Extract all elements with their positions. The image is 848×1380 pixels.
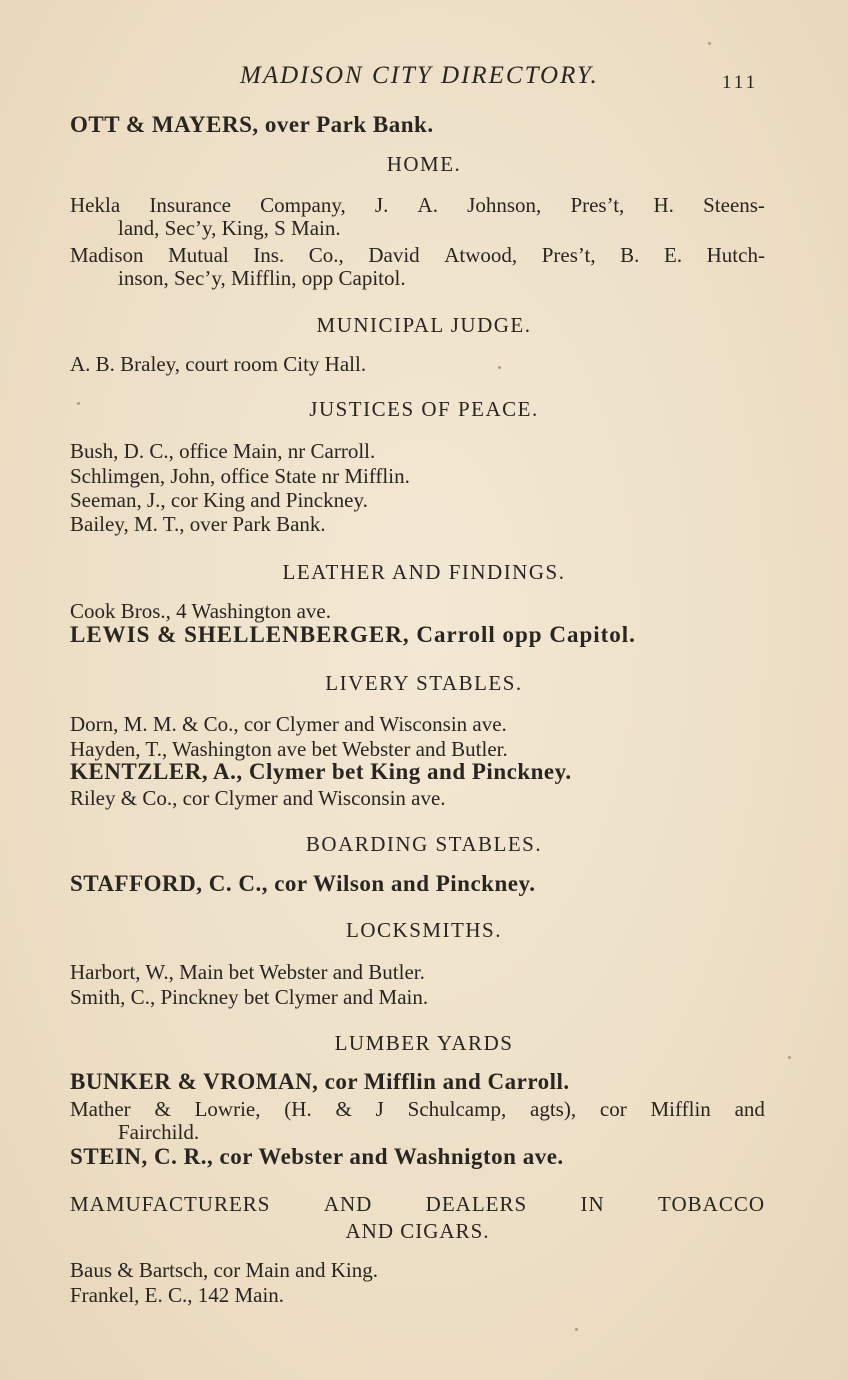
listing-line: LEWIS & SHELLENBERGER, Carroll opp Capitol. <box>70 622 636 647</box>
section-heading-boarding: BOARDING STABLES. <box>305 832 543 856</box>
listing-line: Baus & Bartsch, cor Main and King. <box>70 1258 378 1282</box>
listing-line: Bailey, M. T., over Park Bank. <box>70 512 326 536</box>
word: & <box>154 1097 171 1121</box>
section-heading-livery: LIVERY STABLES. <box>325 671 523 695</box>
word: Pres’t, <box>541 243 596 267</box>
word: cor <box>599 1097 627 1121</box>
section-heading-lumber: LUMBER YARDS <box>334 1031 514 1055</box>
listing-line: Harbort, W., Main bet Webster and Butler. <box>70 960 425 984</box>
word: Hutch- <box>706 243 765 267</box>
listing-line: Schlimgen, John, office State nr Mifflin. <box>70 464 410 488</box>
word: A. <box>417 193 438 217</box>
word: Pres’t, <box>570 193 625 217</box>
listing-line <box>70 1097 765 1121</box>
paper-speck <box>77 402 80 405</box>
word: H. <box>653 193 674 217</box>
listing-line: Cook Bros., 4 Washington ave. <box>70 599 331 623</box>
listing-line <box>70 193 765 217</box>
word: Mutual <box>168 243 229 267</box>
word: (H. <box>284 1097 312 1121</box>
word: Johnson, <box>467 193 542 217</box>
section-heading-municipal-judge: MUNICIPAL JUDGE. <box>316 313 532 337</box>
word: Ins. <box>253 243 285 267</box>
section-heading-home: HOME. <box>386 152 462 176</box>
listing-line: STAFFORD, C. C., cor Wilson and Pinckney. <box>70 871 536 896</box>
word: Mather <box>70 1097 131 1121</box>
listing-line: Fairchild. <box>118 1120 200 1144</box>
top-advertisement: OTT & MAYERS, over Park Bank. <box>70 112 434 137</box>
listing-line: land, Sec’y, King, S Main. <box>118 216 341 240</box>
word: DEALERS <box>425 1192 528 1216</box>
listing-line: Frankel, E. C., 142 Main. <box>70 1283 285 1307</box>
word: Lowrie, <box>194 1097 261 1121</box>
paper-speck <box>498 366 501 369</box>
word: IN <box>580 1192 605 1216</box>
section-heading-locksmiths: LOCKSMITHS. <box>346 918 502 942</box>
word: Madison <box>70 243 144 267</box>
listing-line: inson, Sec’y, Mifflin, opp Capitol. <box>118 266 406 290</box>
word: David <box>368 243 420 267</box>
word: B. <box>620 243 640 267</box>
listing-line <box>70 243 765 267</box>
word: agts), <box>530 1097 577 1121</box>
word: TOBACCO <box>658 1192 765 1216</box>
word: Steens- <box>703 193 765 217</box>
listing-line: STEIN, C. R., cor Webster and Washnigton ave. <box>70 1144 564 1169</box>
word: AND <box>323 1192 373 1216</box>
paper-speck <box>788 1056 791 1059</box>
tobacco-heading-line-1 <box>70 1192 765 1217</box>
word: Hekla <box>70 193 121 217</box>
word: Insurance <box>149 193 231 217</box>
word: E. <box>664 243 683 267</box>
listing-line: Riley & Co., cor Clymer and Wisconsin ave. <box>70 786 446 810</box>
word: MAMUFACTURERS <box>70 1192 271 1216</box>
listing-line: Smith, C., Pinckney bet Clymer and Main. <box>70 985 429 1009</box>
word: & <box>335 1097 352 1121</box>
word: and <box>734 1097 765 1121</box>
listing-line: Dorn, M. M. & Co., cor Clymer and Wisconsin ave. <box>70 712 507 736</box>
running-header-title: MADISON CITY DIRECTORY. <box>240 62 599 89</box>
listing-line: Bush, D. C., office Main, nr Carroll. <box>70 439 376 463</box>
section-heading-leather: LEATHER AND FINDINGS. <box>282 560 566 584</box>
word: Mifflin <box>650 1097 711 1121</box>
listing-line: A. B. Braley, court room City Hall. <box>70 352 367 376</box>
listing-line: Seeman, J., cor King and Pinckney. <box>70 488 368 512</box>
section-heading-tobacco <box>70 1192 765 1244</box>
page-number: 111 <box>722 72 759 93</box>
word: J <box>375 1097 384 1121</box>
tobacco-heading-line-2: AND CIGARS. <box>345 1219 490 1243</box>
word: Schulcamp, <box>407 1097 507 1121</box>
word: J. <box>374 193 389 217</box>
listing-line: KENTZLER, A., Clymer bet King and Pinckney. <box>70 759 572 784</box>
word: Co., <box>308 243 344 267</box>
paper-speck <box>575 1328 578 1331</box>
paper-speck <box>708 42 711 45</box>
listing-line: Hayden, T., Washington ave bet Webster and Butler. <box>70 737 508 761</box>
section-heading-justices: JUSTICES OF PEACE. <box>309 397 539 421</box>
word: Atwood, <box>444 243 518 267</box>
listing-line: BUNKER & VROMAN, cor Mifflin and Carroll. <box>70 1069 570 1094</box>
word: Company, <box>260 193 346 217</box>
